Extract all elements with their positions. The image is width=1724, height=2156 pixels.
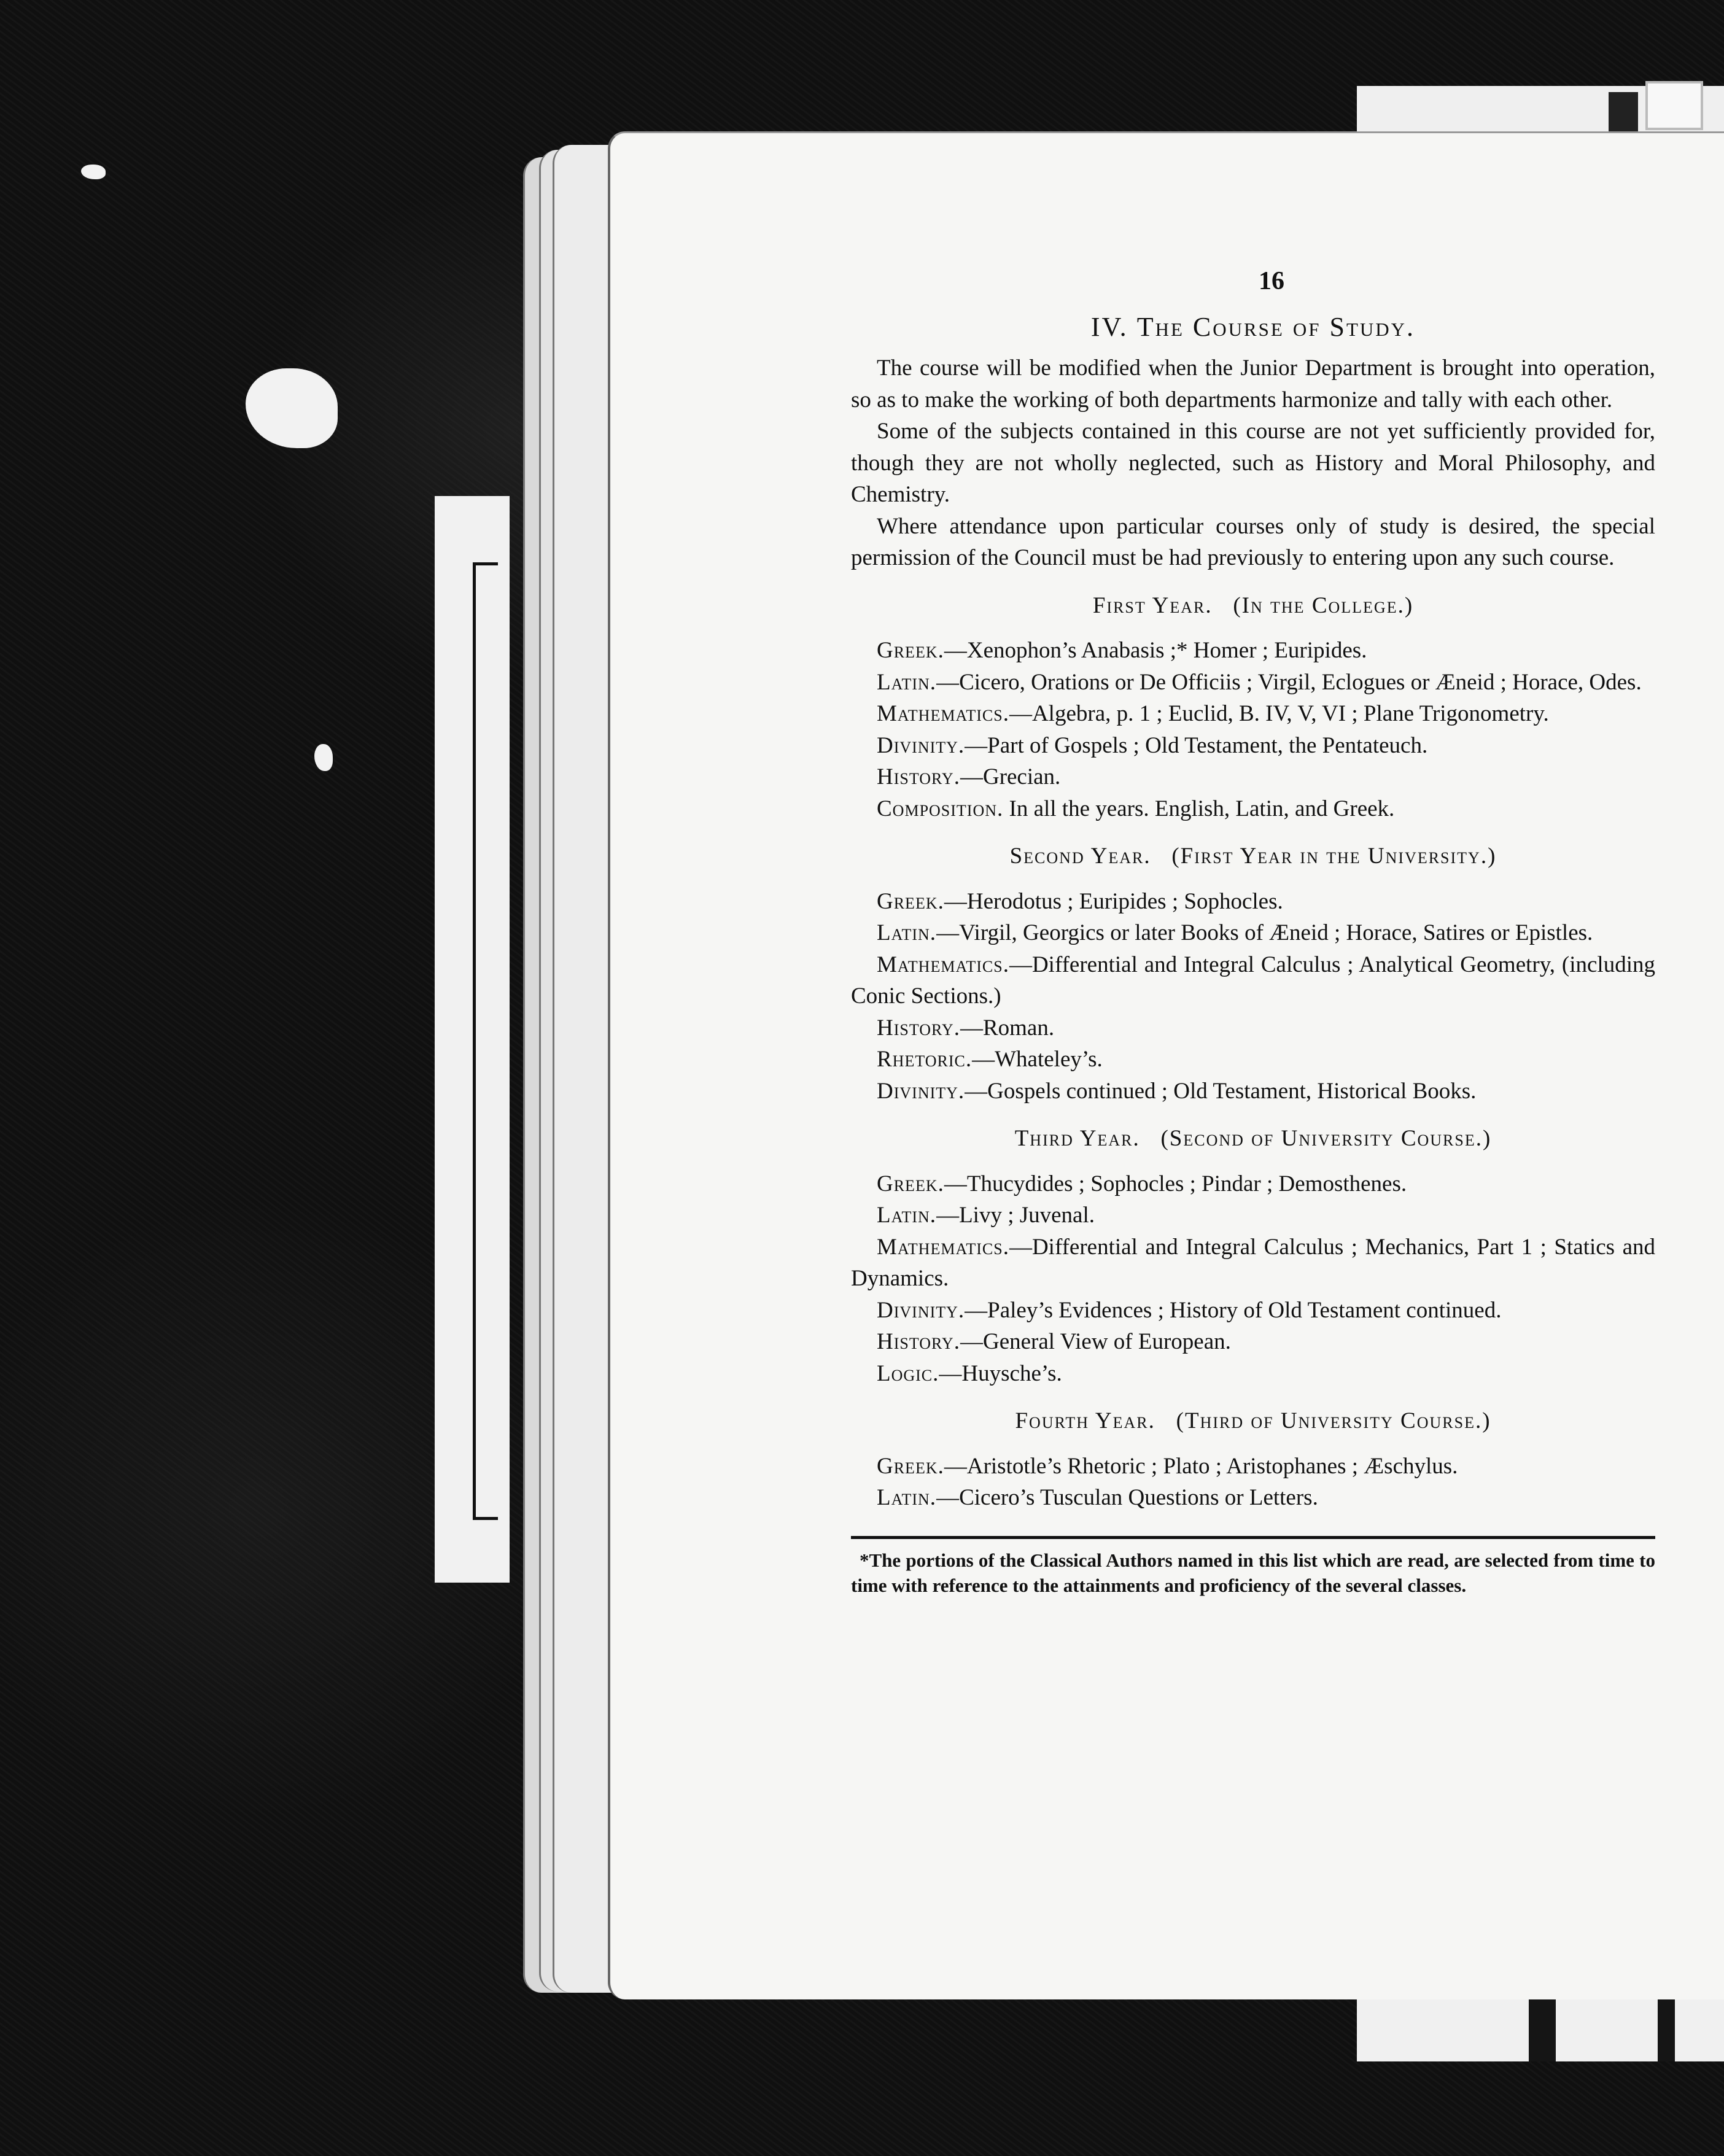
subject-line: Logic.—Huysche’s.	[877, 1360, 1062, 1386]
subject-line: Mathematics.—Differential and Integral Calculus ; Mechanics, Part 1 ; Statics and Dynamics.	[851, 1234, 1655, 1291]
subject-line: Latin.—Livy ; Juvenal.	[877, 1203, 1095, 1228]
paper-speck	[314, 744, 333, 771]
subject-line: Greek.—Thucydides ; Sophocles ; Pindar ; Demosthenes.	[877, 1171, 1407, 1196]
subject-line: History.—Roman.	[877, 1015, 1055, 1041]
subject-line: Divinity.—Paley’s Evidences ; History of Old Testament continued.	[877, 1297, 1502, 1323]
year-heading: Third Year. (Second of University Course.)	[1014, 1126, 1492, 1151]
year-heading: First Year. (In the College.)	[1092, 592, 1414, 618]
year-heading: Second Year. (First Year in the University.)	[1009, 843, 1497, 869]
intro-paragraph: Where attendance upon particular courses only of study is desired, the special permission of the Council must be had previously to entering upon any such course.	[851, 513, 1655, 570]
cover-edge-strip	[435, 496, 510, 1583]
subject-line: Mathematics.—Algebra, p. 1 ; Euclid, B. IV, V, VI ; Plane Trigonometry.	[877, 701, 1549, 726]
scan-margin-mark	[1609, 92, 1638, 133]
subject-line: Greek.—Xenophon’s Anabasis ;* Homer ; Euripides.	[877, 638, 1367, 663]
subject-line: Divinity.—Part of Gospels ; Old Testament, the Pentateuch.	[877, 732, 1428, 758]
scan-margin-tab	[1645, 81, 1703, 130]
subject-line: Greek.—Aristotle’s Rhetoric ; Plato ; Aristophanes ; Æschylus.	[877, 1453, 1458, 1479]
subject-line: Latin.—Cicero’s Tusculan Questions or Letters.	[877, 1485, 1318, 1510]
intro-paragraph: Some of the subjects contained in this course are not yet sufficiently provided for, though they are not wholly neglected, such as History and Moral Philosophy, and Chemistry.	[851, 419, 1655, 507]
section-heading	[851, 309, 1655, 345]
footnote: *The portions of the Classical Authors named in this list which are read, are selected from time to time with reference to the attainments and proficiency of the several classes.	[851, 1549, 1655, 1596]
subject-line: Greek.—Herodotus ; Euripides ; Sophocles.	[877, 888, 1283, 914]
subject-line: Composition. In all the years. English, Latin, and Greek.	[877, 796, 1395, 821]
page-content	[851, 264, 1655, 1598]
subject-line: History.—Grecian.	[877, 764, 1061, 789]
section-title: The Course of Study.	[1136, 312, 1416, 342]
footnote-rule	[851, 1536, 1655, 1539]
subject-line: Mathematics.—Differential and Integral Calculus ; Analytical Geometry, (including Conic Sections.)	[851, 952, 1655, 1009]
subject-line: Divinity.—Gospels continued ; Old Testament, Historical Books.	[877, 1078, 1477, 1104]
subject-line: Latin.—Virgil, Georgics or later Books of Æneid ; Horace, Satires or Epistles.	[877, 920, 1593, 945]
cover-binding-line	[473, 562, 498, 1520]
subject-line: Latin.—Cicero, Orations or De Officiis ; Virgil, Eclogues or Æneid ; Horace, Odes.	[877, 669, 1642, 695]
section-numeral: IV.	[1090, 312, 1128, 342]
intro-paragraph: The course will be modified when the Junior Department is brought into operation, so as to make the working of both departments harmonize and tally with each other.	[851, 355, 1655, 413]
page-number: 16	[1259, 267, 1284, 295]
year-heading: Fourth Year. (Third of University Course.)	[1015, 1408, 1491, 1433]
subject-line: Rhetoric.—Whateley’s.	[877, 1047, 1103, 1072]
subject-line: History.—General View of European.	[877, 1329, 1231, 1354]
